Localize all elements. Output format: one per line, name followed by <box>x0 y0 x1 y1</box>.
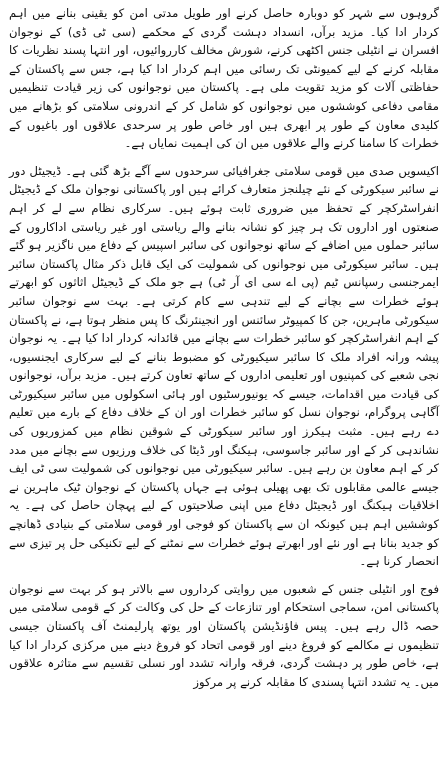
article-paragraph-2: اکیسویں صدی میں قومی سلامتی جغرافیائی سرحدوں سے آگے بڑھ گئی ہے۔ ڈیجیٹل دور نے سائبر سیکورٹی کے نئے چیلنجز متعارف کرائے ہیں اور پاکستانی نوجوان ملک کے ڈیجیٹل انفراسٹرکچر کے تحفظ میں ضروری ثابت ہوئے ہیں۔ سرکاری نظام سے لے کر اہم صنعتوں اور اداروں تک ہر چیز کو نشانہ بنانے والے ریاستی اور غیر ریاستی اداکاروں کے سائبر حملوں میں اضافے کے ساتھ نوجوانوں کی سائبر اسپیس کے دفاع میں ناگزیر ہو گئے ہیں۔ سائبر سیکورٹی میں نوجوانوں کی شمولیت کی ایک قابل ذکر مثال پاکستان سائبر ایمرجنسی رسپانس ٹیم (پی اے سی ای آر ٹی) ہے جو ملک کے ڈیجیٹل اثاثوں کو ابھرتے ہوئے خطرات سے بچانے کے لیے تندہی سے کام کرتی ہے۔ بہت سے نوجوان سائبر سیکورٹی ماہرین، جن کا کمپیوٹر سائنس اور انجینئرنگ کا پس منظر ہوتا ہے، نے پاکستان کے اہم انفراسٹرکچر کو سائبر خطرات سے بچانے میں قائدانہ کردار ادا کیا ہے۔ یہ نوجوان پیشہ ورانہ افراد ملک کا سائبر سیکیورٹی کو مضبوط بنانے کے لیے سرکاری ایجنسیوں، نجی شعبے کی کمپنیوں اور تعلیمی اداروں کے ساتھ تعاون کرتے ہیں۔ مزید برآں، نوجوانوں کی قیادت میں اقدامات، جیسے کہ یونیورسٹیوں اور ہائی اسکولوں میں سائبر سیکیورٹی آگاہی پروگرام، نوجوان نسل کو سائبر خطرات اور ان کے خلاف دفاع کے بارے میں تعلیم دے رہے ہیں۔ مثبت ہیکرز اور سائبر سیکورٹی کے شوقین نظام میں کمزوریوں کی نشاندہی کر کے اور سائبر جاسوسی، ہیکنگ اور ڈیٹا کی خلاف ورزیوں سے بچانے میں مدد کر کے اہم معاون بن رہے ہیں۔ سائبر سیکیورٹی میں نوجوانوں کی شمولیت سی ٹی ایف جیسے عالمی مقابلوں تک بھی پھیلی ہوئی ہے جہاں پاکستان کے نوجوان ٹیک ماہرین نے اخلاقیات ہیکنگ اور ڈیجیٹل دفاع میں اپنی صلاحیتوں کے لیے پہچان حاصل کی ہے۔ یہ کوششیں اہم ہیں کیونکہ ان سے پاکستان کو فوجی اور قومی سلامتی کے بنیادی ڈھانچے کو جدید بنانا ہے اور نئے اور ابھرتے ہوئے خطرات سے نمٹنے کے لیے تکنیکی حل پر تیزی سے انحصار کرنا ہے۔ <box>9 163 439 569</box>
article-paragraph-1: گروہوں سے شہر کو دوبارہ حاصل کرنے اور طویل مدتی امن کو یقینی بنانے میں اہم کردار ادا کیا۔ مزید برآں، انسداد دہشت گردی کے محکمے (سی ٹی ڈی) کے نوجوان افسران نے انٹیلی جنس اکٹھی کرنے، شورش مخالف کارروائیوں، اور انتہا پسند نظریات کا مقابلہ کرنے کے لیے کمیونٹی تک رسائی میں اہم کردار ادا کیا ہے، جس سے پاکستان کے حفاظتی آلات کو مزید تقویت ملی ہے۔ پاکستان میں نوجوانوں کی زیر قیادت تنظیمیں مقامی دفاعی کوششوں میں نوجوانوں کو شامل کر کے اندرونی سلامتی کو بڑھانے میں کلیدی معاون کے طور پر ابھری ہیں اور خاص طور پر سرحدی علاقوں اور باغیوں کے خطرات کا سامنا کرنے والے علاقوں میں ان کی اہمیت نمایاں ہے۔ <box>9 6 439 151</box>
article-paragraph-3: فوج اور انٹیلی جنس کے شعبوں میں روایتی کرداروں سے بالاتر ہو کر بہت سے نوجوان پاکستانی امن، سماجی استحکام اور تنازعات کے حل کی وکالت کر کے قومی سلامتی میں حصہ ڈال رہے ہیں۔ پیس فاؤنڈیشن پاکستان اور یوتھ پارلیمنٹ آف پاکستان جیسی تنظیموں نے مکالمے کو فروغ دینے اور قومی اتحاد کو فروغ دینے میں مرکزی کردار ادا کیا ہے، خاص طور پر دہشت گردی، فرقہ وارانہ تشدد اور نسلی تقسیم سے متاثرہ علاقوں میں۔ یہ تشدد انتہا پسندی کا مقابلہ کرنے پر مرکوز <box>9 581 439 689</box>
